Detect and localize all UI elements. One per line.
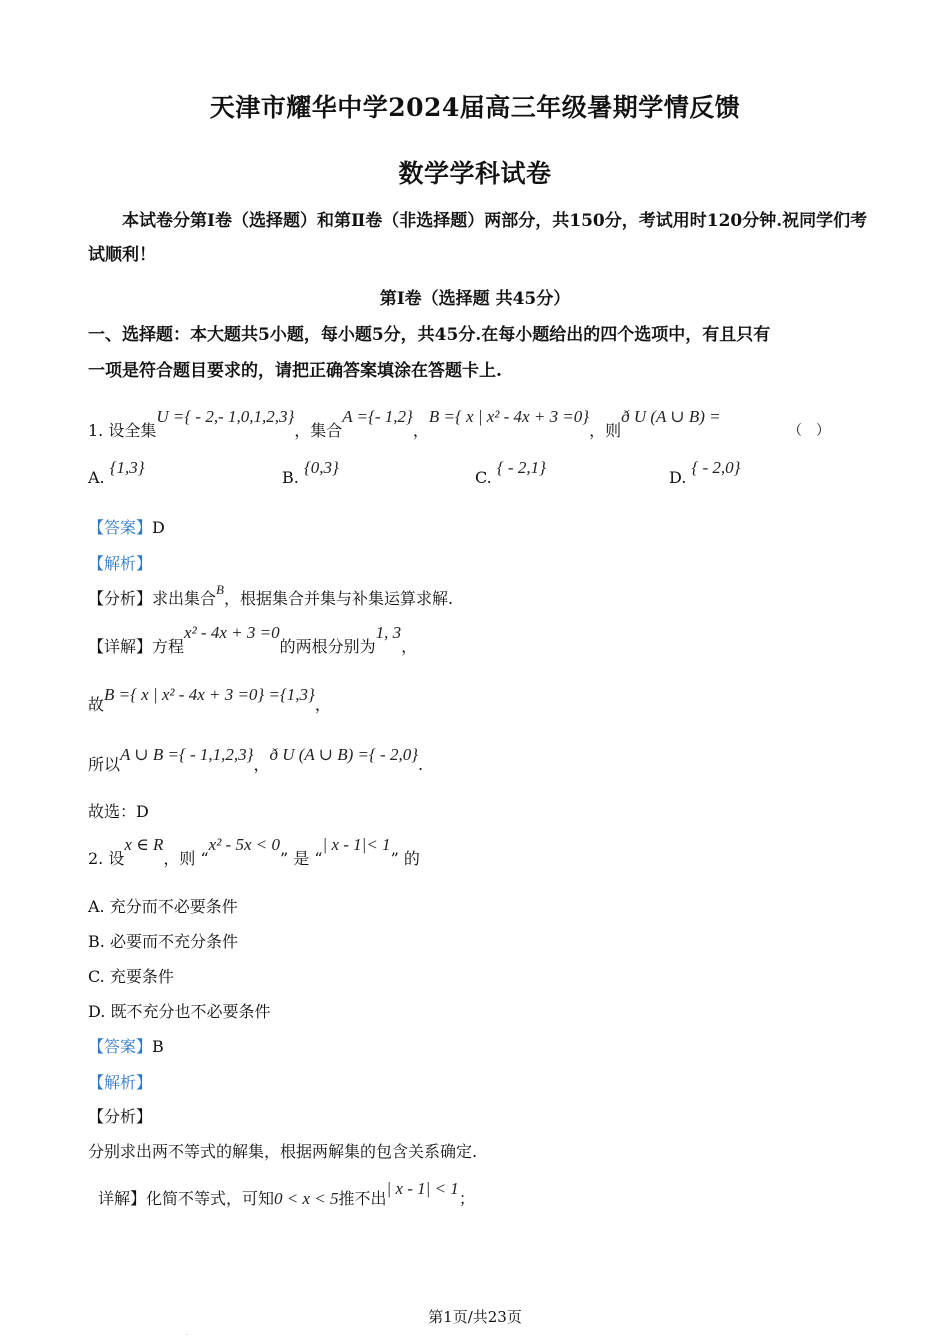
q1-answer-paren: （ ） bbox=[788, 423, 830, 439]
q1-option-d bbox=[669, 458, 741, 488]
q1-detail-period: . bbox=[418, 755, 424, 774]
exam-subtitle: 数学学科试卷 bbox=[398, 159, 552, 188]
exam-title: 天津市耀华中学2024届高三年级暑期学情反馈 bbox=[209, 93, 741, 122]
q2-option-c-label: C. bbox=[88, 967, 105, 986]
q2-answer-tag: 【答案】 bbox=[88, 1037, 153, 1056]
q2-math-inequality-1: x² - 5x < 0 bbox=[208, 835, 280, 854]
q1-fenxi-tag: 【分析】 bbox=[88, 589, 153, 608]
q1-option-b-value: {0,3} bbox=[303, 458, 339, 477]
exam-intro: 本试卷分第Ⅰ卷（选择题）和第Ⅱ卷（非选择题）两部分，共150分，考试用时120分钟.祝同学们考试顺利！ bbox=[88, 211, 868, 265]
q1-option-d-label: D. bbox=[669, 468, 687, 487]
q1-detail-text-1: 方程 bbox=[152, 637, 185, 656]
q1-option-a bbox=[88, 458, 145, 488]
q1-math-universal-set: U ={ - 2,- 1,0,1,2,3} bbox=[156, 407, 295, 426]
q1-choose: 故选：D bbox=[88, 802, 149, 821]
q1-detail-so: 故 bbox=[88, 695, 105, 714]
q1-detail-comma: ， bbox=[314, 695, 331, 714]
q2-text-3: ” 是 “ bbox=[279, 849, 323, 868]
q1-detail-comma-2: ， bbox=[253, 755, 270, 774]
q1-text-2: ，集合 bbox=[294, 421, 343, 440]
q1-text-1: 1. 设全集 bbox=[88, 421, 157, 440]
q2-option-a-text: 充分而不必要条件 bbox=[109, 897, 238, 916]
q2-answer bbox=[88, 1034, 164, 1057]
q1-option-c-value: { - 2,1} bbox=[496, 458, 546, 477]
q2-option-a-label: A. bbox=[88, 897, 105, 916]
q2-analysis-tag: 【解析】 bbox=[88, 1073, 153, 1092]
q2-detail-text-c: ； bbox=[458, 1189, 475, 1208]
q1-detail-set-b: B ={ x | x² - 4x + 3 =0} ={1,3} bbox=[104, 685, 315, 704]
instruction-line-1: 一、选择题：本大题共5小题，每小题5分，共45分.在每小题给出的四个选项中，有且只有 bbox=[88, 325, 771, 345]
instruction-line-2: 一项是符合题目要求的，请把正确答案填涂在答题卡上. bbox=[88, 361, 502, 381]
q1-fenxi bbox=[88, 582, 454, 609]
q1-option-a-label: A. bbox=[88, 468, 105, 487]
q2-math-inequality-2: | x - 1|< 1 bbox=[322, 835, 391, 854]
q1-detail-therefore: 所以 bbox=[88, 755, 121, 774]
q1-option-c bbox=[475, 458, 546, 488]
q1-option-b bbox=[282, 458, 339, 488]
question-2-stem bbox=[88, 835, 420, 869]
footer-mark: . bbox=[186, 1330, 188, 1337]
q2-detail-text-b: 推不出 bbox=[338, 1189, 387, 1208]
q2-text-1: 2. 设 bbox=[88, 849, 125, 868]
section-heading: 第Ⅰ卷（选择题 共45分） bbox=[379, 289, 571, 309]
q2-option-d-label: D. bbox=[88, 1002, 106, 1021]
q1-answer-value: D bbox=[152, 518, 165, 537]
q1-fenxi-text-c: ，根据集合并集与补集运算求解. bbox=[223, 589, 454, 608]
page-footer: 第1页/共23页 bbox=[428, 1308, 522, 1326]
q1-option-a-value: {1,3} bbox=[109, 458, 145, 477]
q1-detail-tag: 【详解】 bbox=[88, 637, 153, 656]
question-1-stem bbox=[88, 407, 721, 441]
q1-detail-text-2: 的两根分别为 bbox=[279, 637, 376, 656]
q2-option-d-text: 既不充分也不必要条件 bbox=[110, 1002, 271, 1021]
q2-fenxi-tag: 【分析】 bbox=[88, 1107, 153, 1126]
q1-detail-roots: 1, 3 bbox=[375, 623, 402, 642]
q1-fenxi-set: B bbox=[216, 582, 224, 597]
q2-text-2: ，则 “ bbox=[163, 849, 209, 868]
q2-detail bbox=[98, 1179, 475, 1209]
q1-detail-line-1 bbox=[88, 623, 418, 657]
q1-option-b-label: B. bbox=[282, 468, 299, 487]
q2-fenxi-text: 分别求出两不等式的解集，根据两解集的包含关系确定. bbox=[88, 1142, 478, 1161]
q2-option-d bbox=[88, 999, 270, 1022]
q1-detail-equation: x² - 4x + 3 =0 bbox=[184, 623, 280, 642]
q1-math-set-a: A ={- 1,2} bbox=[342, 407, 413, 426]
q2-answer-value: B bbox=[152, 1037, 164, 1056]
q1-fenxi-text-a: 求出集合 bbox=[152, 589, 217, 608]
q2-detail-range: 0 < x < 5 bbox=[274, 1189, 339, 1208]
q2-option-b bbox=[88, 929, 238, 952]
q2-option-c-text: 充要条件 bbox=[109, 967, 174, 986]
q1-detail-text-3: ， bbox=[401, 637, 418, 656]
q2-option-a bbox=[88, 894, 238, 917]
q1-math-set-b: B ={ x | x² - 4x + 3 =0} bbox=[428, 407, 590, 426]
q2-detail-text-a: 详解】化简不等式，可知 bbox=[98, 1189, 275, 1208]
q1-detail-union: A ∪ B ={ - 1,1,2,3} bbox=[120, 745, 254, 764]
q1-math-complement: ð U (A ∪ B) = bbox=[621, 407, 721, 426]
q2-option-b-label: B. bbox=[88, 932, 105, 951]
q2-text-4: ” 的 bbox=[390, 849, 420, 868]
q1-answer bbox=[88, 515, 165, 538]
q1-detail-line-3 bbox=[88, 745, 424, 775]
q2-option-b-text: 必要而不充分条件 bbox=[109, 932, 238, 951]
q2-option-c bbox=[88, 964, 174, 987]
q1-answer-tag: 【答案】 bbox=[88, 518, 153, 537]
q2-detail-abs-ineq: | x - 1| < 1 bbox=[386, 1179, 459, 1198]
q1-detail-complement: ð U (A ∪ B) ={ - 2,0} bbox=[269, 745, 419, 764]
q1-text-4: ，则 bbox=[589, 421, 622, 440]
q1-option-d-value: { - 2,0} bbox=[691, 458, 741, 477]
q1-text-3: ， bbox=[412, 421, 429, 440]
q1-detail-line-2 bbox=[88, 685, 331, 715]
q1-option-c-label: C. bbox=[475, 468, 492, 487]
q1-analysis-tag: 【解析】 bbox=[88, 554, 153, 573]
q2-math-x-in-r: x ∈ R bbox=[124, 835, 164, 854]
